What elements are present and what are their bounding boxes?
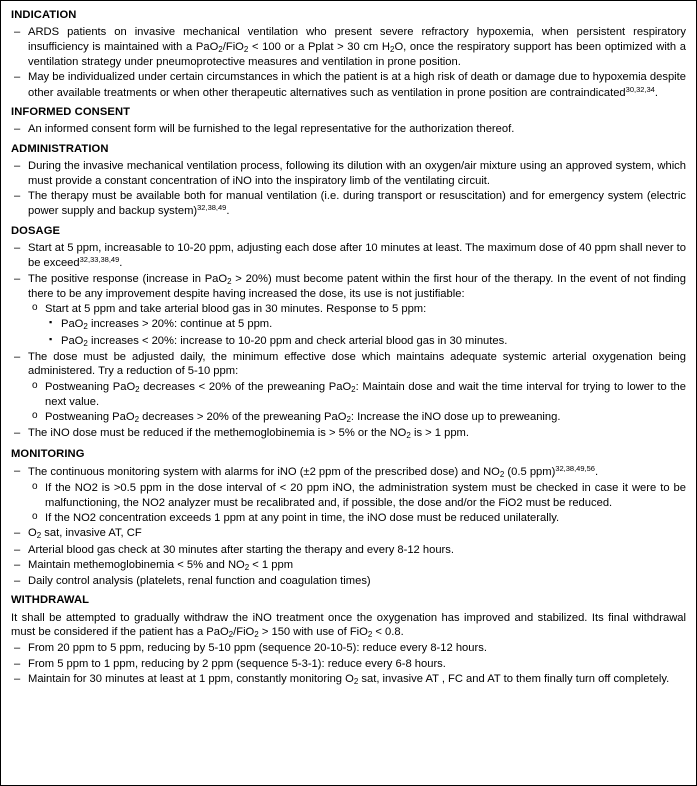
- list-item: [11, 302, 686, 316]
- list-item-text: An informed consent form will be furnished to the legal representative for the authorization thereof.: [28, 123, 515, 136]
- list-bullet-icon: –: [14, 160, 21, 173]
- section-dosage: [11, 225, 686, 442]
- list-item: [11, 526, 686, 541]
- list-item: [11, 241, 686, 271]
- list-item-text: From 20 ppm to 5 ppm, reducing by 5-10 ppm (sequence 20-10-5): reduce every 8-12 hours.: [28, 642, 487, 655]
- list-bullet-icon: –: [14, 26, 21, 39]
- list-item-text: During the invasive mechanical ventilation process, following its dilution with an oxygen/air mixture using an approved system, which must provide a constant concentration of iNO into the inspiratory limb of the ventilating circuit.: [28, 160, 686, 187]
- list-item: [11, 334, 686, 349]
- list-bullet-icon: o: [32, 379, 38, 391]
- list-item-text: It shall be attempted to gradually withdraw the iNO treatment once the oxygenation has improved and stabilized. Its final withdrawal must be considered if the patient has a PaO$_2$/FiO$_2$ > 150 with use of FiO$_2$ < 0.8.: [11, 611, 686, 640]
- list-item-text: Daily control analysis (platelets, renal function and coagulation times): [28, 575, 371, 588]
- list-item-text: Maintain methemoglobinemia < 5% and $NO_2 < 1$ ppm: [28, 558, 294, 572]
- list-bullet-icon: –: [14, 123, 21, 136]
- list-item: [11, 481, 686, 510]
- list-item: [11, 657, 686, 671]
- list-item-text: Start at 5 ppm, increasable to 10-20 ppm, adjusting each dose after 10 minutes at least. The maximum dose of 40 ppm shall never to be exceed$^{32,33,38,49}$.: [28, 241, 686, 270]
- paragraph: [11, 611, 686, 641]
- list-bullet-icon: ▪: [49, 333, 53, 344]
- list-bullet-icon: –: [14, 350, 21, 363]
- list-item-text: Postweaning PaO$_2$ decreases < 20% of the preweaning PaO$_2$: Maintain dose and wait the time interval for trying to lower to the next value.: [45, 380, 687, 408]
- list-bullet-icon: o: [32, 410, 38, 422]
- list-bullet-icon: ▪: [49, 317, 53, 328]
- list-item-text: Maintain for 30 minutes at least at 1 ppm, constantly monitoring $O_2$ sat, invasive AT , FC and AT to them finally turn off completely.: [28, 673, 670, 687]
- list-item: [11, 25, 686, 69]
- list-bullet-icon: –: [14, 527, 21, 540]
- list-item-text: $O_2$ sat, invasive AT, CF: [28, 527, 142, 541]
- list-bullet-icon: –: [14, 465, 21, 478]
- list-item: [11, 426, 686, 441]
- list-bullet-icon: –: [14, 189, 21, 202]
- list-bullet-icon: –: [14, 657, 21, 670]
- list-item-text: If the NO2 concentration exceeds 1 ppm at any point in time, the iNO dose must be reduced unilaterally.: [45, 511, 560, 524]
- list-item-text: The continuous monitoring system with alarms for iNO (±2 ppm of the prescribed dose) and $NO_2$ (0.5 ppm)$^{32,38,49,56}$.: [28, 464, 599, 480]
- list-item-text: PaO$_2$ increases > 20%: continue at 5 ppm.: [61, 318, 273, 332]
- list-item: [11, 574, 686, 588]
- list-item: [11, 511, 686, 525]
- list-item: [11, 189, 686, 219]
- list-bullet-icon: –: [14, 241, 21, 254]
- list-bullet-icon: o: [32, 510, 38, 522]
- list-bullet-icon: –: [14, 543, 21, 556]
- list-item-text: The therapy must be available both for manual ventilation (i.e. during transport or resuscitation) and for emergency system (electric power supply and backup system)$^{32,38,49}$.: [28, 189, 686, 218]
- section-withdrawal: [11, 594, 686, 687]
- list-item-text: The positive response (increase in PaO$_2$ > 20%) must become patent within the first hour of the therapy. In the event of not finding there to be any improvement despite having increased the dose, its use is not justifiable:: [28, 272, 686, 300]
- list-item: [11, 70, 686, 100]
- list-item: [11, 410, 686, 425]
- section-monitoring: [11, 448, 686, 589]
- list-item-text: The dose must be adjusted daily, the minimum effective dose which maintains adequate systemic arterial oxygenation being administered. Try a reduction of 5-10 ppm:: [28, 350, 686, 378]
- section-informed-consent: [11, 106, 686, 137]
- section-title: INDICATION: [11, 9, 77, 21]
- list-bullet-icon: –: [14, 272, 21, 285]
- list-bullet-icon: –: [14, 673, 21, 686]
- list-item: [11, 558, 686, 573]
- list-item: [11, 159, 686, 188]
- section-title: INFORMED CONSENT: [11, 105, 131, 118]
- list-item-text: Postweaning PaO$_2$ decreases > 20% of the preweaning PaO$_2$: Increase the iNO dose up to preweaning.: [45, 411, 561, 425]
- section-title: WITHDRAWAL: [11, 594, 90, 607]
- list-item: [11, 380, 686, 410]
- list-item-text: ARDS patients on invasive mechanical ventilation who present severe refractory hypoxemia, when persistent respiratory insufficiency is maintained with a PaO$_2$/FiO$_2$ < 100 or a Pplat > 30 cm $H_2O$, once the respiratory support has been optimized with a ventilation strategy under pneumoprotective measures and ventilation in prone position.: [28, 26, 687, 68]
- list-item-text: May be individualized under certain circumstances in which the patient is at a high risk of death or damage due to hypoxemia despite other available treatments or when other therapeutic alternatives such as ventilation in prone position are contraindicated$^{30,32,34}$.: [28, 71, 686, 99]
- list-bullet-icon: –: [14, 575, 21, 588]
- list-item-text: Start at 5 ppm and take arterial blood gas in 30 minutes. Response to 5 ppm:: [45, 303, 427, 316]
- list-item: [11, 641, 686, 655]
- list-item: [11, 672, 686, 687]
- list-item: [11, 543, 686, 557]
- list-bullet-icon: –: [14, 558, 21, 571]
- list-item: [11, 317, 686, 332]
- list-bullet-icon: –: [14, 427, 21, 440]
- list-bullet-icon: –: [14, 71, 21, 84]
- list-item: [11, 272, 686, 302]
- list-item-text: PaO$_2$ increases < 20%: increase to 10-20 ppm and check arterial blood gas in 30 minutes.: [61, 334, 508, 348]
- list-item: [11, 350, 686, 379]
- list-item-text: From 5 ppm to 1 ppm, reducing by 2 ppm (sequence 5-3-1): reduce every 6-8 hours.: [28, 657, 446, 670]
- section-title: MONITORING: [11, 447, 85, 460]
- section-administration: [11, 143, 686, 219]
- section-title: ADMINISTRATION: [11, 142, 109, 155]
- section-title: DOSAGE: [11, 224, 61, 237]
- list-item-text: The iNO dose must be reduced if the methemoglobinemia is > 5% or the $NO_2$ is > 1 ppm.: [28, 427, 469, 441]
- list-bullet-icon: –: [14, 642, 21, 655]
- list-bullet-icon: o: [32, 302, 38, 314]
- section-indication: [11, 9, 686, 100]
- list-item: [11, 464, 686, 480]
- list-item-text: If the NO2 is >0.5 ppm in the dose interval of < 20 ppm iNO, the administration system must be checked in case it were to be malfunctioning, the NO2 analyzer must be recalibrated and, if possible, the dose and/or the FiO2 must be reduced.: [45, 482, 686, 509]
- list-bullet-icon: o: [32, 481, 38, 493]
- list-item: [11, 122, 686, 136]
- list-item-text: Arterial blood gas check at 30 minutes after starting the therapy and every 8-12 hours.: [28, 543, 454, 556]
